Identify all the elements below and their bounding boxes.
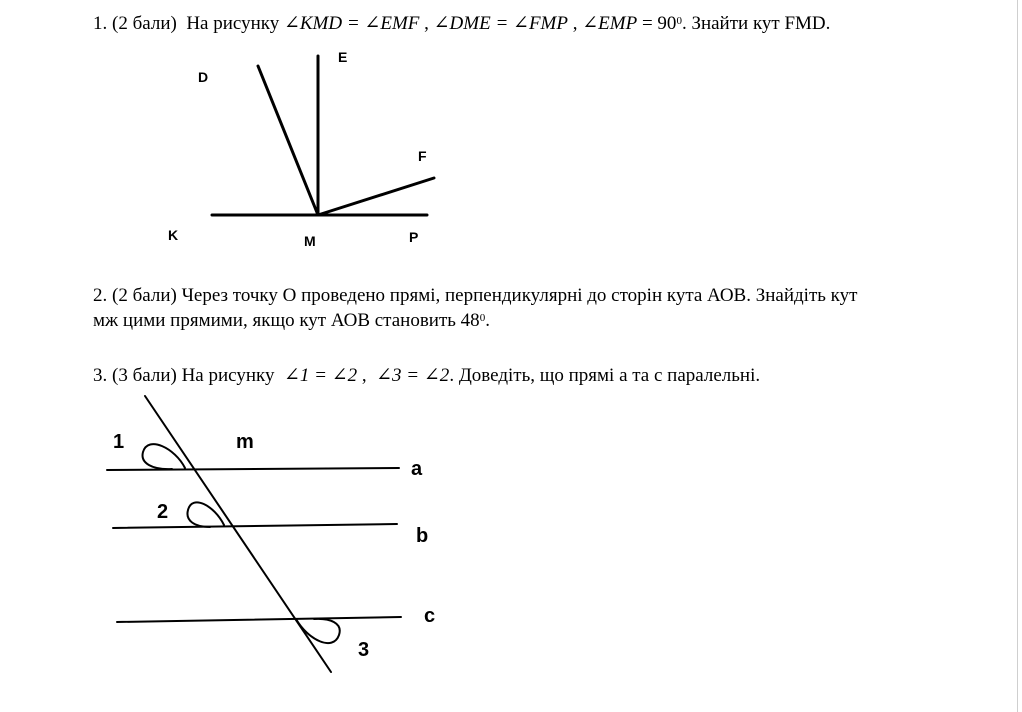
problem-2-line-1: 2. (2 бали) Через точку О проведено прямі, перпендикулярні до сторін кута АОВ. Знайдіть кут — [93, 285, 858, 306]
label-1: 1 — [113, 431, 125, 453]
label-c: c — [424, 605, 436, 627]
problem-1-points: (2 бали) — [112, 13, 177, 34]
label-p: P — [409, 229, 419, 245]
label-m-line: m — [236, 431, 254, 453]
label-b: b — [416, 525, 429, 547]
problem-3-number: 3. — [93, 365, 108, 386]
line-a — [107, 468, 399, 470]
label-d: D — [198, 69, 209, 85]
problem-1-equals: = 90 — [637, 13, 677, 34]
problem-1-lead: На рисунку — [186, 13, 280, 34]
label-e: E — [338, 49, 348, 65]
angle-arc-1 — [143, 444, 185, 469]
problem-1-angle-a: ∠KMD = ∠EMF — [283, 13, 420, 34]
problem-1-task: . Знайти кут FMD. — [681, 13, 831, 34]
problem-1-text: 1. (2 бали) На рисунку ∠KMD = ∠EMF , ∠DME = ∠FMP , ∠EMP = $90^0$. Знайти кут FMD. — [93, 13, 831, 34]
problem-1-angle-b: ∠DME = ∠FMP — [433, 13, 568, 34]
label-m: M — [304, 233, 316, 249]
label-k: K — [168, 227, 179, 243]
problem-1-degree: 0 — [676, 15, 682, 27]
problem-2-end: . — [485, 310, 490, 331]
line-b — [113, 524, 397, 528]
problem-3-angle-b: ∠3 = ∠2 — [376, 365, 450, 386]
problem-3-task: . Доведіть, що прямі а та с паралельні. — [449, 365, 761, 386]
problem-1-angle-c: ∠EMP — [582, 13, 638, 34]
problem-3-points: (3 бали) — [112, 365, 177, 386]
label-f: F — [418, 148, 427, 164]
problem-3-lead: На рисунку — [181, 365, 275, 386]
problem-1-number: 1. — [93, 13, 108, 34]
line-c — [117, 617, 401, 622]
problem-3-angle-a: ∠1 = ∠2 — [283, 365, 358, 386]
problem-3-text: 3. (3 бали) На рисунку ∠1 = ∠2 , ∠3 = ∠2. Доведіть, що прямі а та с паралельні. — [93, 365, 761, 386]
label-3: 3 — [358, 639, 370, 661]
problem-2-degree: 0 — [479, 312, 486, 324]
label-2: 2 — [157, 501, 169, 523]
problem-2-text: мж цими прямими, якщо кут АОВ становить 48 — [93, 310, 480, 331]
label-a: a — [411, 458, 423, 480]
